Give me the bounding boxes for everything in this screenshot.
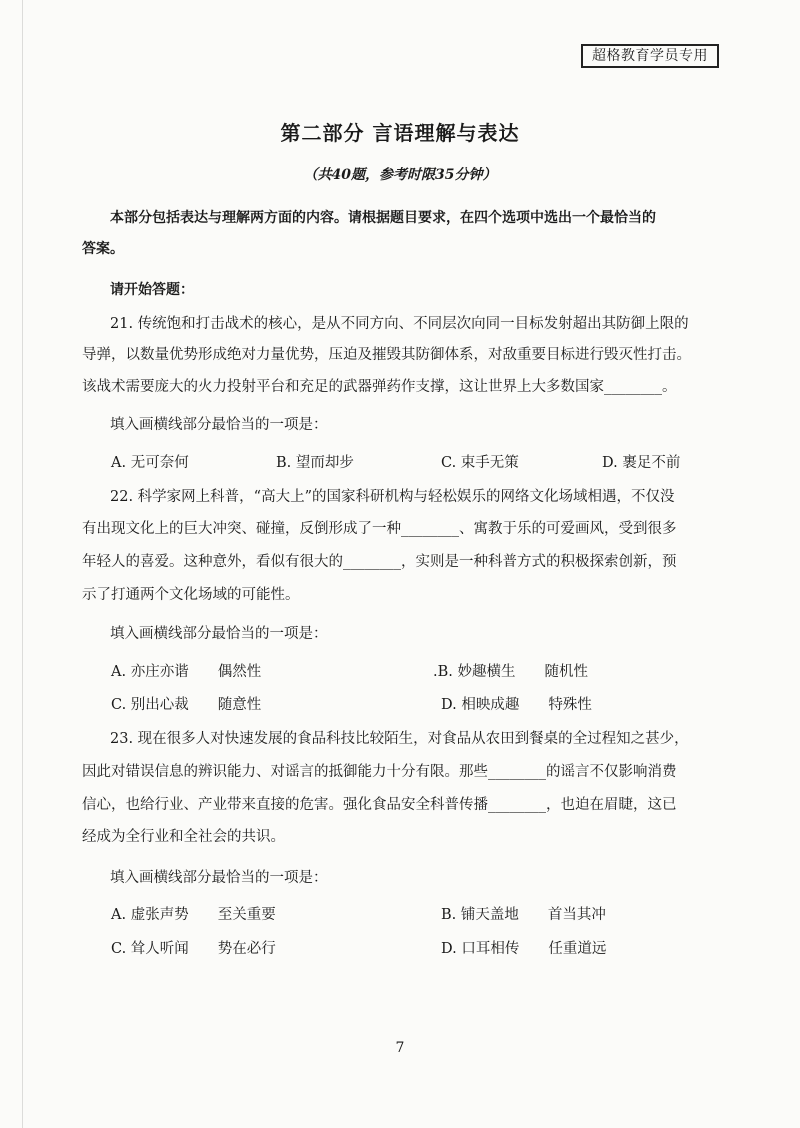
q21-option-c: C. 束手无策 — [441, 455, 519, 471]
q23-prompt: 填入画横线部分最恰当的一项是： — [110, 870, 328, 886]
student-stamp: 超格教育学员专用 — [581, 44, 719, 68]
instruction-line-2: 答案。 — [82, 241, 124, 257]
section-title: 第二部分 言语理解与表达 — [280, 121, 520, 145]
q21-option-a: A. 无可奈何 — [111, 455, 189, 471]
q23-line-3: 信心，也给行业、产业带来直接的危害。强化食品安全科普传播________，也迫在眉睫，这已 — [82, 797, 677, 813]
q22-prompt: 填入画横线部分最恰当的一项是： — [110, 626, 328, 642]
q23-option-a: A. 虚张声势 至关重要 — [111, 907, 276, 923]
q22-line-4: 示了打通两个文化场域的可能性。 — [82, 587, 300, 603]
q21-option-d: D. 裹足不前 — [602, 455, 681, 471]
q22-option-d: D. 相映成趣 特殊性 — [441, 697, 592, 713]
q21-option-b: B. 望而却步 — [276, 455, 354, 471]
q21-prompt: 填入画横线部分最恰当的一项是： — [110, 417, 328, 433]
q22-line-1: 22. 科学家网上科普，“高大上”的国家科研机构与轻松娱乐的网络文化场域相遇，不仅没 — [110, 489, 675, 505]
q23-option-b: B. 铺天盖地 首当其冲 — [441, 907, 606, 923]
q21-line-1: 21. 传统饱和打击战术的核心，是从不同方向、不同层次向同一目标发射超出其防御上限的 — [110, 316, 689, 332]
q23-option-c: C. 耸人听闻 势在必行 — [111, 941, 276, 957]
start-prompt: 请开始答题： — [110, 282, 194, 298]
q22-line-2: 有出现文化上的巨大冲突、碰撞，反倒形成了一种________、寓教于乐的可爱画风，受到很多 — [82, 521, 677, 537]
q23-line-4: 经成为全行业和全社会的共识。 — [82, 829, 285, 845]
q23-line-2: 因此对错误信息的辨识能力、对谣言的抵御能力十分有限。那些________的谣言不仅影响消费 — [82, 764, 677, 780]
q21-line-3: 该战术需要庞大的火力投射平台和充足的武器弹药作支撑，这让世界上大多数国家________。 — [82, 379, 677, 395]
q22-option-a: A. 亦庄亦谐 偶然性 — [111, 664, 262, 680]
q23-line-1: 23. 现在很多人对快速发展的食品科技比较陌生，对食品从农田到餐桌的全过程知之甚少， — [110, 731, 689, 747]
q22-option-b: .B. 妙趣横生 随机性 — [433, 664, 588, 680]
instruction-line-1: 本部分包括表达与理解两方面的内容。请根据题目要求，在四个选项中选出一个最恰当的 — [110, 210, 656, 226]
section-subtitle: （共40题，参考时限35分钟） — [303, 167, 497, 183]
q22-line-3: 年轻人的喜爱。这种意外，看似有很大的________，实则是一种科普方式的积极探索创新，预 — [82, 554, 677, 570]
q23-option-d: D. 口耳相传 任重道远 — [441, 941, 607, 957]
q21-line-2: 导弹，以数量优势形成绝对力量优势，压迫及摧毁其防御体系，对敌重要目标进行毁灭性打击。 — [82, 347, 691, 363]
page-number: 7 — [395, 1040, 405, 1056]
q22-option-c: C. 别出心裁 随意性 — [111, 697, 262, 713]
